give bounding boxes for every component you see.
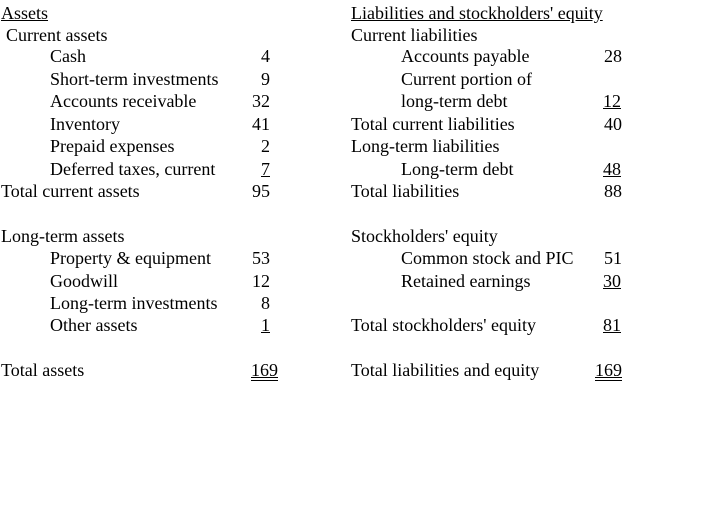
total-current-assets-label: Total current assets bbox=[1, 181, 140, 201]
total-liabilities-equity-value: 169 bbox=[595, 360, 622, 380]
cash-value: 4 bbox=[261, 46, 270, 66]
deferred-taxes-value: 7 bbox=[261, 159, 270, 179]
inventory-label: Inventory bbox=[50, 114, 120, 134]
total-current-assets-value: 95 bbox=[252, 181, 270, 201]
liabilities-equity-heading: Liabilities and stockholders' equity bbox=[351, 3, 603, 23]
other-assets-label: Other assets bbox=[50, 315, 138, 335]
goodwill-label: Goodwill bbox=[50, 271, 119, 291]
common-stock-value: 51 bbox=[604, 248, 622, 268]
retained-earnings-value: 30 bbox=[603, 271, 621, 291]
property-equipment-value: 53 bbox=[252, 248, 270, 268]
deferred-taxes-label: Deferred taxes, current bbox=[50, 159, 216, 179]
long-term-debt-value: 48 bbox=[603, 159, 621, 179]
total-assets-label: Total assets bbox=[1, 360, 85, 380]
current-portion-label-line2: long-term debt bbox=[401, 91, 508, 111]
long-term-investments-value: 8 bbox=[261, 293, 270, 313]
accounts-payable-value: 28 bbox=[604, 46, 622, 66]
retained-earnings-label: Retained earnings bbox=[401, 271, 531, 291]
assets-heading: Assets bbox=[1, 3, 49, 23]
total-current-liabilities-value: 40 bbox=[604, 114, 622, 134]
long-term-liabilities-heading: Long-term liabilities bbox=[351, 136, 500, 156]
stockholders-equity-heading: Stockholders' equity bbox=[351, 226, 498, 246]
long-term-debt-label: Long-term debt bbox=[401, 159, 514, 179]
total-liabilities-value: 88 bbox=[604, 181, 622, 201]
long-term-assets-heading: Long-term assets bbox=[1, 226, 125, 246]
common-stock-label: Common stock and PIC bbox=[401, 248, 574, 268]
current-portion-value: 12 bbox=[603, 91, 621, 111]
other-assets-value: 1 bbox=[261, 315, 270, 335]
total-liabilities-equity-label: Total liabilities and equity bbox=[351, 360, 540, 380]
total-stockholders-equity-value: 81 bbox=[603, 315, 621, 335]
short-term-investments-label: Short-term investments bbox=[50, 69, 219, 89]
total-assets-value: 169 bbox=[251, 360, 278, 380]
prepaid-expenses-label: Prepaid expenses bbox=[50, 136, 175, 156]
inventory-value: 41 bbox=[252, 114, 270, 134]
short-term-investments-value: 9 bbox=[261, 69, 270, 89]
cash-label: Cash bbox=[50, 46, 86, 66]
long-term-investments-label: Long-term investments bbox=[50, 293, 218, 313]
goodwill-value: 12 bbox=[252, 271, 270, 291]
total-liabilities-label: Total liabilities bbox=[351, 181, 460, 201]
current-liabilities-heading: Current liabilities bbox=[351, 25, 478, 45]
total-stockholders-equity-label: Total stockholders' equity bbox=[351, 315, 536, 335]
accounts-receivable-value: 32 bbox=[252, 91, 270, 111]
total-current-liabilities-label: Total current liabilities bbox=[351, 114, 515, 134]
prepaid-expenses-value: 2 bbox=[261, 136, 270, 156]
current-portion-label-line1: Current portion of bbox=[401, 69, 532, 89]
current-assets-heading: Current assets bbox=[6, 25, 108, 45]
accounts-receivable-label: Accounts receivable bbox=[50, 91, 197, 111]
accounts-payable-label: Accounts payable bbox=[401, 46, 530, 66]
property-equipment-label: Property & equipment bbox=[50, 248, 211, 268]
